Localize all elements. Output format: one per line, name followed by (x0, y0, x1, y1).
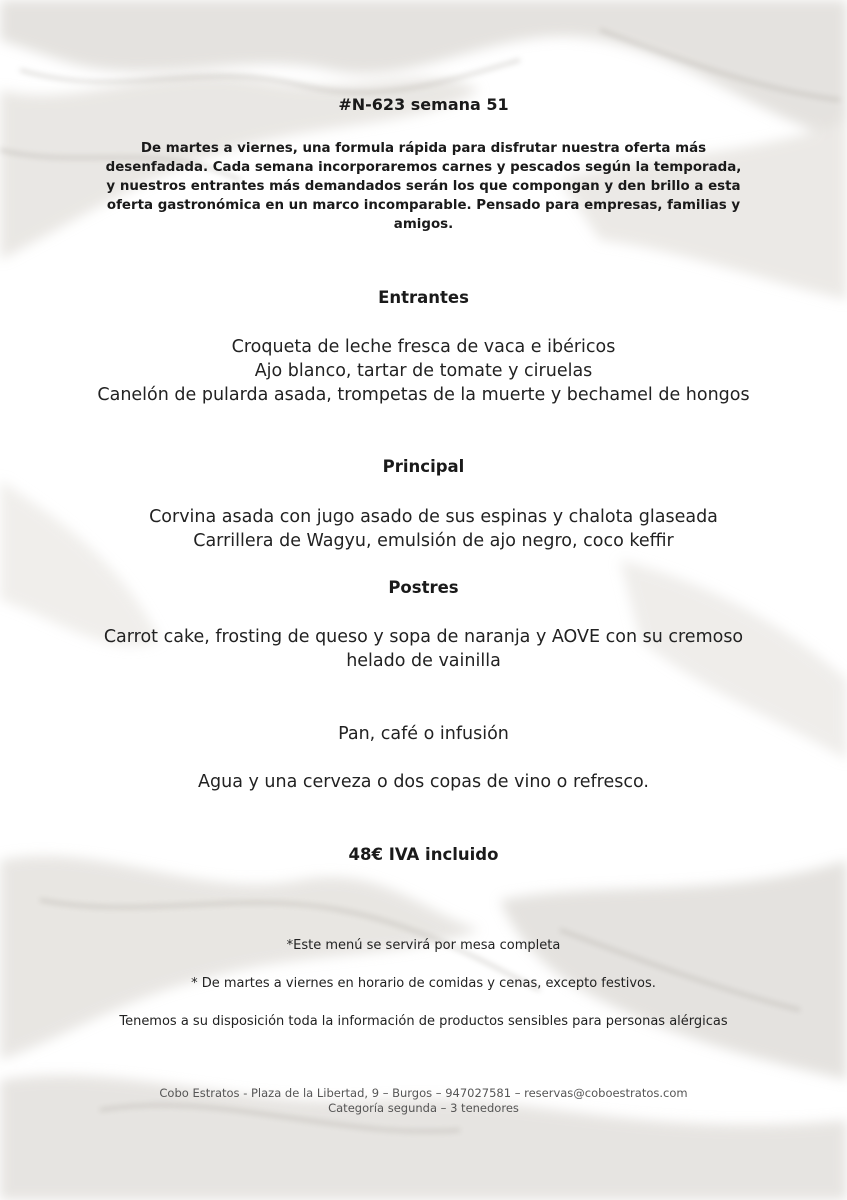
dish-item: Ajo blanco, tartar de tomate y ciruelas (254, 361, 593, 381)
note-full-table: *Este menú se servirá por mesa completa (286, 938, 561, 953)
menu-price: 48€ IVA incluido (348, 845, 499, 864)
dish-item: Carrot cake, frosting de queso y sopa de naranja y AOVE con su cremoso helado de vainilla (103, 627, 744, 671)
footer-contact: Cobo Estratos - Plaza de la Libertad, 9 – Burgos – 947027581 – reservas@coboestratos.com (159, 1086, 688, 1100)
postres-list (100, 625, 747, 673)
section-heading-postres: Postres (388, 578, 459, 597)
menu-intro: De martes a viernes, una formula rápida para disfrutar nuestra oferta más desenfadada. Cada semana incorporaremos carnes y pescados según la temporada, y nuestros entrantes más demandados serán los que compongan y den brillo a esta oferta gastronómica en un marco incomparable. Pensado para empresas, familias y amigos. (105, 141, 742, 232)
dish-item: Croqueta de leche fresca de vaca e ibéricos (231, 337, 616, 357)
entrantes-list (90, 335, 757, 407)
dish-item: Canelón de pularda asada, trompetas de la muerte y bechamel de hongos (97, 385, 750, 405)
section-heading-principal: Principal (382, 457, 465, 476)
section-heading-entrantes: Entrantes (378, 288, 469, 307)
dish-item: Corvina asada con jugo asado de sus espinas y chalota glaseada (149, 507, 718, 527)
note-allergens: Tenemos a su disposición toda la información de productos sensibles para personas alérgicas (119, 1014, 728, 1029)
footer-category: Categoría segunda – 3 tenedores (328, 1101, 519, 1115)
menu-title: #N-623 semana 51 (338, 95, 509, 114)
extra-drinks: Agua y una cerveza o dos copas de vino o refresco. (198, 772, 649, 792)
extra-bread-coffee: Pan, café o infusión (338, 724, 509, 744)
note-schedule: * De martes a viernes en horario de comidas y cenas, excepto festivos. (191, 976, 656, 991)
dish-item: Carrillera de Wagyu, emulsión de ajo negro, coco keffir (193, 531, 674, 551)
principal-list (100, 505, 767, 553)
restaurant-footer (0, 1086, 847, 1116)
